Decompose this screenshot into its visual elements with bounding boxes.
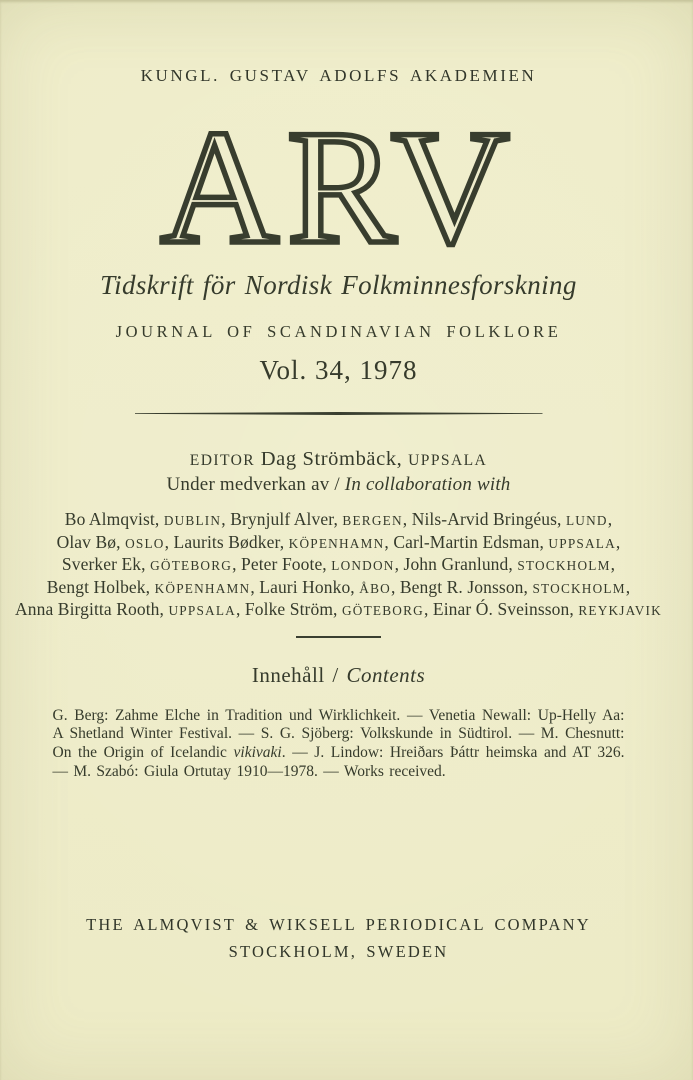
journal-logo — [0, 97, 677, 278]
collaborator-list — [0, 509, 677, 622]
publisher-imprint — [0, 911, 677, 965]
academy-name: KUNGL. GUSTAV ADOLFS AKADEMIEN — [140, 66, 537, 85]
logo-text: ARV — [159, 97, 518, 278]
contents-heading: Innehåll / Contents — [251, 662, 426, 687]
logo-lettering — [124, 97, 554, 278]
editor-line: EDITOR Dag Strömbäck, UPPSALA — [189, 448, 488, 470]
collaborator-line: Sverker Ek, GÖTEBORG, Peter Foote, LONDON, John Granlund, STOCKHOLM, — [61, 554, 616, 574]
volume-year: Vol. 34, 1978 — [259, 355, 418, 385]
collaborator-line: Anna Birgitta Rooth, UPPSALA, Folke Ström, GÖTEBORG, Einar Ó. Sveinsson, REYKJAVIK — [15, 599, 662, 619]
collaborator-line: Bengt Holbek, KÖPENHAMN, Lauri Honko, ÅBO, Bengt R. Jonsson, STOCKHOLM, — [46, 576, 631, 597]
horizontal-rule-main — [135, 412, 543, 415]
subtitle-swedish: Tidskrift för Nordisk Folkminnesforskning — [100, 270, 577, 300]
publisher-name: THE ALMQVIST & WIKSELL PERIODICAL COMPANY — [86, 915, 591, 935]
subtitle-english: JOURNAL OF SCANDINAVIAN FOLKLORE — [115, 322, 562, 341]
collaborator-line: Olav Bø, OSLO, Laurits Bødker, KÖPENHAMN, Carl-Martin Edsman, UPPSALA, — [56, 531, 621, 552]
collaboration-intro: Under medverkan av / In collaboration with — [166, 474, 511, 495]
collaborator-line: Bo Almqvist, DUBLIN, Brynjulf Alver, BERGEN, Nils-Arvid Bringéus, LUND, — [64, 509, 613, 529]
contents-paragraph: G. Berg: Zahme Elche in Tradition und Wirklichkeit. — Venetia Newall: Up-Helly Aa: A Shetland Winter Festival. — S. G. Sjöberg: Volkskunde in Südtirol. — M. Chesnutt: On the Origin of Icelandic vikivaki. — J. Lindow: Hreiðars Þáttr heimska and AT 326. — M. Szabó: Giula Ortutay 1910—1978. — Works received. — [52, 706, 625, 780]
publisher-location: STOCKHOLM, SWEDEN — [228, 942, 449, 962]
horizontal-rule-short — [296, 636, 381, 638]
